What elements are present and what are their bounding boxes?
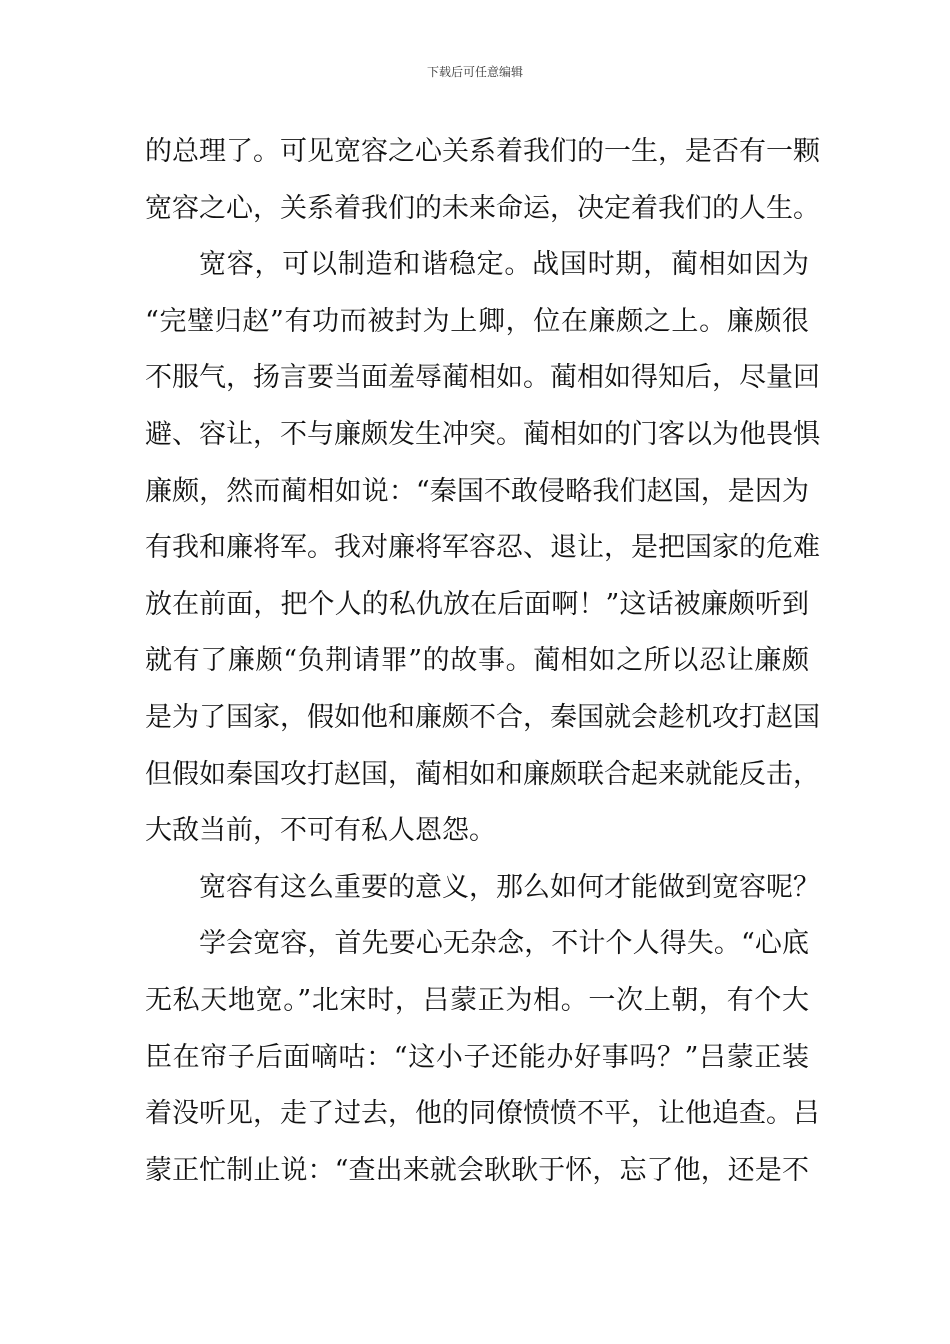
- page-header: 下载后可任意编辑: [426, 65, 523, 79]
- text-line: 学会宽容，首先要心无杂念，不计个人得失。“心底: [199, 928, 809, 960]
- text-line: 的总理了。可见宽容之心关系着我们的一生，是否有一颗: [145, 136, 820, 167]
- text-line: 避、容让，不与廉颇发生冲突。蔺相如的门客以为他畏惧: [145, 418, 820, 450]
- text-line: 宽容之心，关系着我们的未来命运，决定着我们的人生。: [145, 192, 820, 224]
- text-line: 大敌当前，不可有私人恩怨。: [145, 815, 496, 847]
- text-line: “完璧归赵”有功而被封为上卿，位在廉颇之上。廉颇很: [145, 305, 809, 337]
- text-line: 臣在帘子后面嘀咕：“这小子还能办好事吗？”吕蒙正装: [145, 1041, 809, 1073]
- text-line: 不服气，扬言要当面羞辱蔺相如。蔺相如得知后，尽量回: [145, 362, 820, 394]
- text-line: 放在前面，把个人的私仇放在后面啊！”这话被廉颇听到: [145, 588, 809, 620]
- text-line: 着没听见，走了过去，他的同僚愤愤不平，让他追查。吕: [145, 1098, 820, 1130]
- document-body: [145, 124, 820, 1199]
- text-line: 蒙正忙制止说：“查出来就会耿耿于怀，忘了他，还是不: [145, 1154, 809, 1186]
- text-line: 是为了国家，假如他和廉颇不合，秦国就会趁机攻打赵国: [145, 701, 820, 733]
- text-line: 宽容，可以制造和谐稳定。战国时期，蔺相如因为: [199, 249, 809, 281]
- text-line: 但假如秦国攻打赵国，蔺相如和廉颇联合起来就能反击，: [145, 758, 820, 790]
- text-line: 有我和廉将军。我对廉将军容忍、退让，是把国家的危难: [145, 532, 820, 564]
- text-line: 廉颇，然而蔺相如说：“秦国不敢侵略我们赵国，是因为: [145, 475, 809, 507]
- text-line: 宽容有这么重要的意义，那么如何才能做到宽容呢？: [199, 871, 820, 903]
- text-line: 就有了廉颇“负荆请罪”的故事。蔺相如之所以忍让廉颇: [145, 645, 809, 677]
- text-line: 无私天地宽。”北宋时，吕蒙正为相。一次上朝，有个大: [145, 984, 809, 1016]
